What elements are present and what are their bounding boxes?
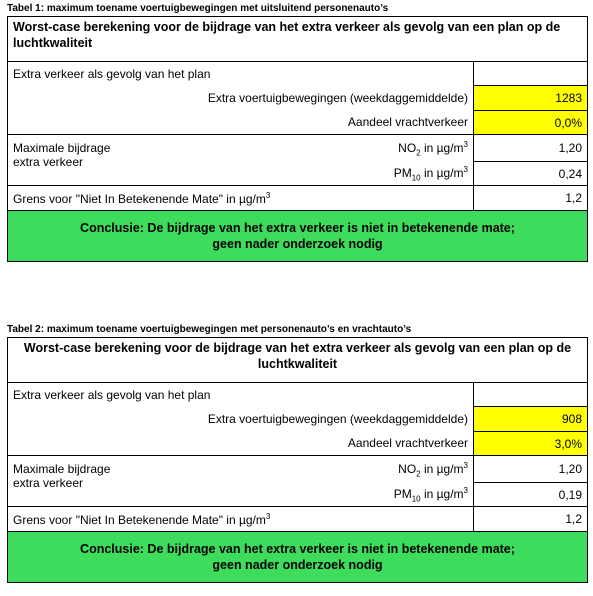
no2-value: 1,20 xyxy=(474,456,588,483)
truck-share-value: 3,0% xyxy=(474,432,588,456)
pm10-prefix: PM xyxy=(393,165,412,180)
limit-value: 1,2 xyxy=(474,507,588,532)
no2-sup: 3 xyxy=(463,460,468,470)
table-block-2 xyxy=(7,323,587,583)
no2-sub: 2 xyxy=(416,468,421,478)
max-contribution-label xyxy=(13,138,110,169)
max-contribution-label xyxy=(13,459,110,490)
section-label: Extra verkeer als gevolg van het plan xyxy=(8,62,474,86)
air-quality-table xyxy=(7,16,588,262)
limit-label xyxy=(8,186,474,211)
limit-sup: 3 xyxy=(265,511,271,521)
vehicle-movements-label: Extra voertuigbewegingen (weekdaggemiddelde) xyxy=(8,407,474,432)
limit-label-text: Grens voor "Niet In Betekenende Mate" in µg/m xyxy=(13,512,266,527)
table-block-1 xyxy=(7,2,587,262)
truck-share-label: Aandeel vrachtverkeer xyxy=(8,111,474,135)
pm10-value: 0,24 xyxy=(474,162,588,186)
pm10-sub: 10 xyxy=(411,493,421,503)
no2-sup: 3 xyxy=(463,139,468,149)
limit-sup: 3 xyxy=(265,190,271,200)
no2-row-label xyxy=(8,456,474,490)
no2-unit: in µg/m xyxy=(420,140,464,155)
vehicle-movements-value: 908 xyxy=(474,407,588,432)
pm10-sup: 3 xyxy=(463,164,468,174)
conclusion-banner xyxy=(8,211,588,262)
truck-share-value: 0,0% xyxy=(474,111,588,135)
conclusion-banner xyxy=(8,532,588,583)
pm10-value: 0,19 xyxy=(474,483,588,507)
limit-label-text: Grens voor "Niet In Betekenende Mate" in µg/m xyxy=(13,191,266,206)
section-label: Extra verkeer als gevolg van het plan xyxy=(8,383,474,407)
vehicle-movements-value: 1283 xyxy=(474,86,588,111)
table-caption: Tabel 1: maximum toename voertuigbewegingen met uitsluitend personenauto’s xyxy=(7,3,389,14)
no2-sub: 2 xyxy=(416,147,421,157)
limit-value: 1,2 xyxy=(474,186,588,211)
vehicle-movements-label: Extra voertuigbewegingen (weekdaggemiddelde) xyxy=(8,86,474,111)
table-header: Worst-case berekening voor de bijdrage van het extra verkeer als gevolg van een plan op de luchtkwaliteit xyxy=(8,17,588,62)
pm10-unit: in µg/m xyxy=(420,165,464,180)
no2-value: 1,20 xyxy=(474,135,588,162)
section-label-spacer xyxy=(474,62,588,86)
max-label-line2: extra verkeer xyxy=(13,476,84,490)
pm10-prefix: PM xyxy=(393,486,412,501)
conclusion-line1: Conclusie: De bijdrage van het extra verkeer is niet in betekenende mate; xyxy=(80,221,515,235)
no2-prefix: NO xyxy=(398,461,417,476)
truck-share-label: Aandeel vrachtverkeer xyxy=(8,432,474,456)
conclusion-line1: Conclusie: De bijdrage van het extra verkeer is niet in betekenende mate; xyxy=(80,542,515,556)
max-label-line1: Maximale bijdrage xyxy=(13,462,111,476)
max-label-line1: Maximale bijdrage xyxy=(13,141,111,155)
limit-label xyxy=(8,507,474,532)
table-caption: Tabel 2: maximum toename voertuigbewegingen met personenauto’s en vrachtauto’s xyxy=(7,324,412,335)
conclusion-line2: geen nader onderzoek nodig xyxy=(212,558,383,572)
pm10-sub: 10 xyxy=(411,172,421,182)
pm10-sup: 3 xyxy=(463,485,468,495)
no2-unit: in µg/m xyxy=(420,461,464,476)
air-quality-table xyxy=(7,337,588,583)
conclusion-line2: geen nader onderzoek nodig xyxy=(212,237,383,251)
no2-prefix: NO xyxy=(398,140,417,155)
no2-row-label xyxy=(8,135,474,169)
table-header: Worst-case berekening voor de bijdrage van het extra verkeer als gevolg van een plan op de luchtkwaliteit xyxy=(8,338,588,383)
max-label-line2: extra verkeer xyxy=(13,155,84,169)
section-label-spacer xyxy=(474,383,588,407)
pm10-unit: in µg/m xyxy=(420,486,464,501)
